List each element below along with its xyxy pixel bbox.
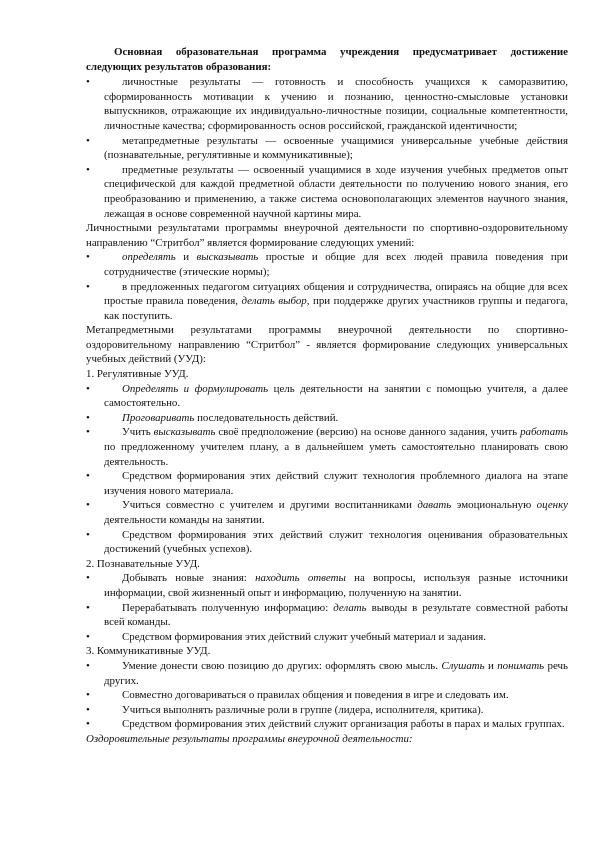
- meta-results-intro: Метапредметными результатами программы внеурочной деятельности по спортивно-оздоровительному направлению “Стритбол” - является формирование следующих универсальных учебных действий (УУД):: [86, 324, 568, 366]
- item-text: Средством формирования этих действий служит учебный материал и задания.: [122, 630, 486, 643]
- emphasis-text: высказывать: [196, 251, 259, 264]
- list-item: [86, 688, 568, 703]
- item-text: Учиться совместно с учителем и другими воспитанниками: [122, 499, 418, 512]
- item-text: цель деятельности на занятии с помощью учителя, а далее самостоятельно.: [104, 382, 569, 410]
- list-item: [86, 571, 568, 600]
- document-page: [86, 45, 568, 747]
- item-text: Средством формирования этих действий служит технология оценивания образовательных достижений (учебных успехов).: [104, 528, 568, 556]
- results-list: [86, 75, 568, 221]
- item-text: Перерабатывать полученную информацию:: [122, 601, 334, 614]
- list-item: [86, 717, 568, 732]
- list-item: [86, 280, 568, 324]
- personal-results-list: [86, 250, 568, 323]
- item-text: речь других.: [104, 659, 568, 687]
- cognitive-list: [86, 571, 568, 644]
- list-item: [86, 498, 568, 527]
- list-item: [86, 703, 568, 718]
- emphasis-text: Определять и формулировать: [122, 382, 269, 395]
- item-text: деятельности команды на занятии.: [104, 514, 265, 526]
- item-text: Добывать новые знания:: [122, 572, 256, 585]
- page-heading: Основная образовательная программа учреждения предусматривает достижение следующих результатов образования:: [86, 46, 568, 73]
- emphasis-text: делать выбор,: [241, 295, 310, 308]
- item-text: Совместно договариваться о правилах общения и поведения в игре и следовать им.: [122, 689, 509, 702]
- health-results-title: Оздоровительные результаты программы внеурочной деятельности:: [86, 732, 413, 745]
- emphasis-text: работать: [520, 426, 568, 439]
- emphasis-text: Проговаривать: [122, 411, 195, 424]
- emphasis-text: определять: [122, 251, 176, 264]
- item-text: и: [175, 251, 197, 264]
- list-item: [86, 411, 568, 426]
- communicative-title: 3. Коммуникативные УУД.: [86, 645, 211, 658]
- item-text: последовательность действий.: [194, 411, 339, 424]
- emphasis-text: находить ответы: [255, 572, 346, 585]
- regulatory-title: 1. Регулятивные УУД.: [86, 368, 189, 381]
- emphasis-text: оценку: [536, 499, 568, 512]
- list-item: • предметные результаты — освоенный учащимися в ходе изучения учебных предметов опыт специфической для каждой предметной области деятельности по получению нового знания, его преобразованию и применению, а также система основополагающих элементов научного знания, лежащая в основе современной научной картины мира.: [86, 163, 568, 221]
- list-item: [86, 469, 568, 498]
- list-item: • личностные результаты — готовность и способность учащихся к саморазвитию, сформированность мотивации к учению и познанию, ценностно-смысловые установки выпускников, отражающие их индивидуально-личностные позиции, социальные компетентности, личностные качества; сформированность основ российской, гражданской идентичности;: [86, 75, 568, 133]
- emphasis-text: делать: [333, 601, 367, 614]
- item-text: Учиться выполнять различные роли в группе (лидера, исполнителя, критика).: [122, 703, 484, 716]
- item-text: своё предположение (версию) на основе данного задания, учить: [215, 426, 521, 439]
- item-text: в предложенных педагогом ситуациях общения и сотрудничества, опираясь на общие для всех простые правила поведения,: [104, 280, 568, 308]
- list-item: [86, 601, 568, 630]
- item-text: Средством формирования этих действий служит организация работы в парах и малых группах.: [122, 718, 565, 731]
- list-item: [86, 659, 568, 688]
- item-text: на вопросы, используя разные источники информации, свой жизненный опыт и информацию, полученную на занятии.: [104, 572, 569, 599]
- item-text: Учить: [122, 426, 154, 439]
- item-text: по предложенному учителем плану, а в дальнейшем уметь самостоятельно планировать свою деятельность.: [104, 441, 568, 468]
- item-text: простые и общие для всех людей правила поведения при сотрудничестве (этические нормы);: [104, 251, 568, 278]
- communicative-list: [86, 659, 568, 732]
- item-text: выводы в результате совместной работы всей команды.: [104, 601, 568, 629]
- cognitive-title: 2. Познавательные УУД.: [86, 557, 200, 570]
- personal-results-intro: Личностными результатами программы внеурочной деятельности по спортивно-оздоровительному направлению “Стритбол” является формирование следующих умений:: [86, 222, 568, 249]
- emphasis-text: высказывать: [153, 426, 216, 439]
- emphasis-text: Слушать: [441, 659, 485, 672]
- list-item: [86, 630, 568, 645]
- list-item: [86, 528, 568, 557]
- regulatory-list: [86, 382, 568, 557]
- item-text: Средством формирования этих действий служит технология проблемного диалога на этапе изучения нового материала.: [104, 470, 568, 497]
- emphasis-text: понимать: [497, 659, 545, 672]
- list-item: • метапредметные результаты — освоенные учащимися универсальные учебные действия (познавательные, регулятивные и коммуникативные);: [86, 134, 568, 163]
- list-item: [86, 382, 568, 411]
- emphasis-text: давать: [417, 499, 452, 512]
- list-item: [86, 250, 568, 279]
- item-text: эмоциональную: [451, 499, 537, 512]
- item-text: при поддержке других участников группы и педагога, как поступить.: [104, 295, 568, 322]
- item-text: Умение донести свою позицию до других: оформлять свою мысль.: [122, 659, 442, 672]
- list-item: [86, 425, 568, 469]
- item-text: и: [484, 659, 498, 672]
